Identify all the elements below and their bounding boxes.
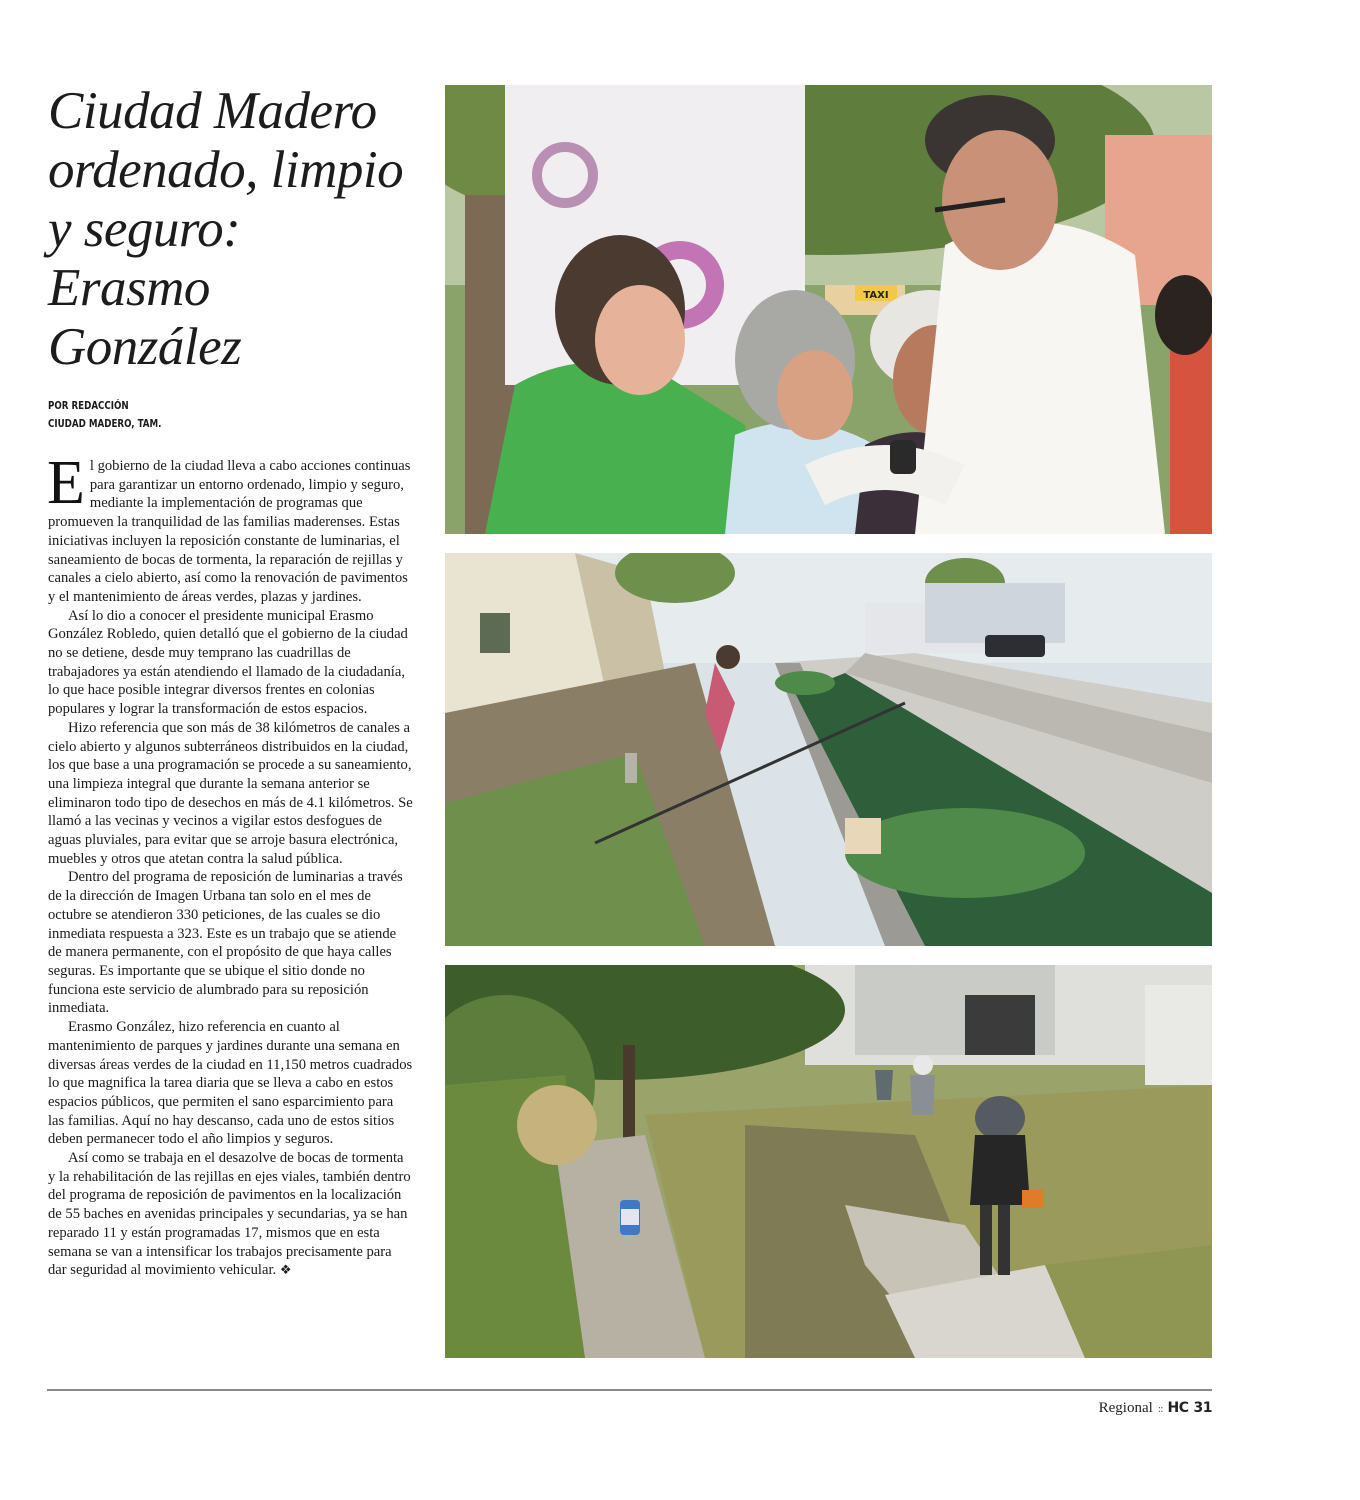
- paragraph-2: Así lo dio a conocer el presidente municipal Erasmo González Robledo, quien detalló que el gobierno de la ciudad no se detiene, desde muy temprano las cuadrillas de trabajadores ya están atendiendo el llamado de la ciudadanía, lo que hace posible integrar diversos frentes en colonias populares y lograr la transformación de estos espacios.: [48, 607, 408, 718]
- publication-mark: HC: [1167, 1400, 1189, 1416]
- paragraph-4: Dentro del programa de reposición de luminarias a través de la dirección de Imagen Urbana tan solo en el mes de octubre se atendieron 330 peticiones, de las cuales se dio inmediata respuesta a 323. Este es un trabajo que se atiende de manera permanente, con el propósito de que haya calles seguras. Es importante que se ubique el sitio donde no funciona este servicio de alumbrado para su reposición inmediata.: [48, 869, 403, 1017]
- footer-rule: [47, 1389, 1212, 1391]
- article-column: [48, 82, 413, 1280]
- article-body: [47, 449, 413, 1280]
- photo-green-area-maintenance: [445, 965, 1212, 1358]
- paragraph-6: [48, 1149, 413, 1280]
- section-name: Regional: [1098, 1400, 1153, 1416]
- end-mark-icon: ❖: [279, 1262, 292, 1278]
- photo-canal-cleaning: [445, 553, 1212, 946]
- byline-place: CIUDAD MADERO, TAM.: [48, 418, 162, 430]
- paragraph-5: Erasmo González, hizo referencia en cuanto al mantenimiento de parques y jardines durante una semana en diversas áreas verdes de la ciudad en 11,150 metros cuadrados lo que magnifica la tarea diaria que se lleva a cabo en estos espacios públicos, que permiten el sano esparcimiento para las familias. Aquí no hay descanso, cada uno de estos sitios deben permanecer todo el año limpios y seguros.: [48, 1019, 413, 1148]
- paragraph-1: [47, 449, 413, 607]
- page-number: 31: [1193, 1400, 1212, 1416]
- page-footer: [1099, 1400, 1212, 1417]
- headline: Ciudad Madero ordenado, limpio y seguro: Erasmo González: [48, 82, 404, 376]
- paragraph-1-text: l gobierno de la ciudad lleva a cabo acciones continuas para garantizar un entorno ordenado, limpio y seguro, mediante la implementación de programas que promueven la tranquilidad de las familias maderenses. Estas iniciativas incluyen la reposición constante de luminarias, el saneamiento de bocas de tormenta, la reparación de rejillas y canales a cielo abierto, así como la renovación de pavimentos y el mantenimiento de áreas verdes, plazas y jardines.: [48, 458, 411, 605]
- byline-author: POR REDACCIÓN: [48, 400, 129, 412]
- footer-separator: ::: [1157, 1404, 1163, 1415]
- paragraph-3: Hizo referencia que son más de 38 kilómetros de canales a cielo abierto y algunos subterráneos distribuidos en la ciudad, los que base a una programación se procede a su saneamiento, una limpieza integral que durante la semana anterior se eliminaron todo tipo de desechos en más de 4.1 kilómetros. Se llamó a las vecinas y vecinos a vigilar estos desfogues de aguas pluviales, para evitar que se arroje basura electrónica, muebles y otros que atetan contra la salud pública.: [48, 719, 413, 867]
- byline: [48, 397, 384, 433]
- paragraph-6-text: Así como se trabaja en el desazolve de bocas de tormenta y la rehabilitación de las rejillas en ejes viales, también dentro del programa de reposición de pavimentos en la localización de 55 baches en avenidas principales y secundarias, ya se han reparado 11 y están programadas 17, mismos que en esta semana se van a intensificar los trabajos precisamente para dar seguridad al movimiento vehicular.: [48, 1150, 411, 1279]
- photo-mayor-greeting-residents: [445, 85, 1212, 534]
- drop-cap: E: [47, 449, 85, 517]
- taxi-sign-text: TAXI: [863, 290, 889, 301]
